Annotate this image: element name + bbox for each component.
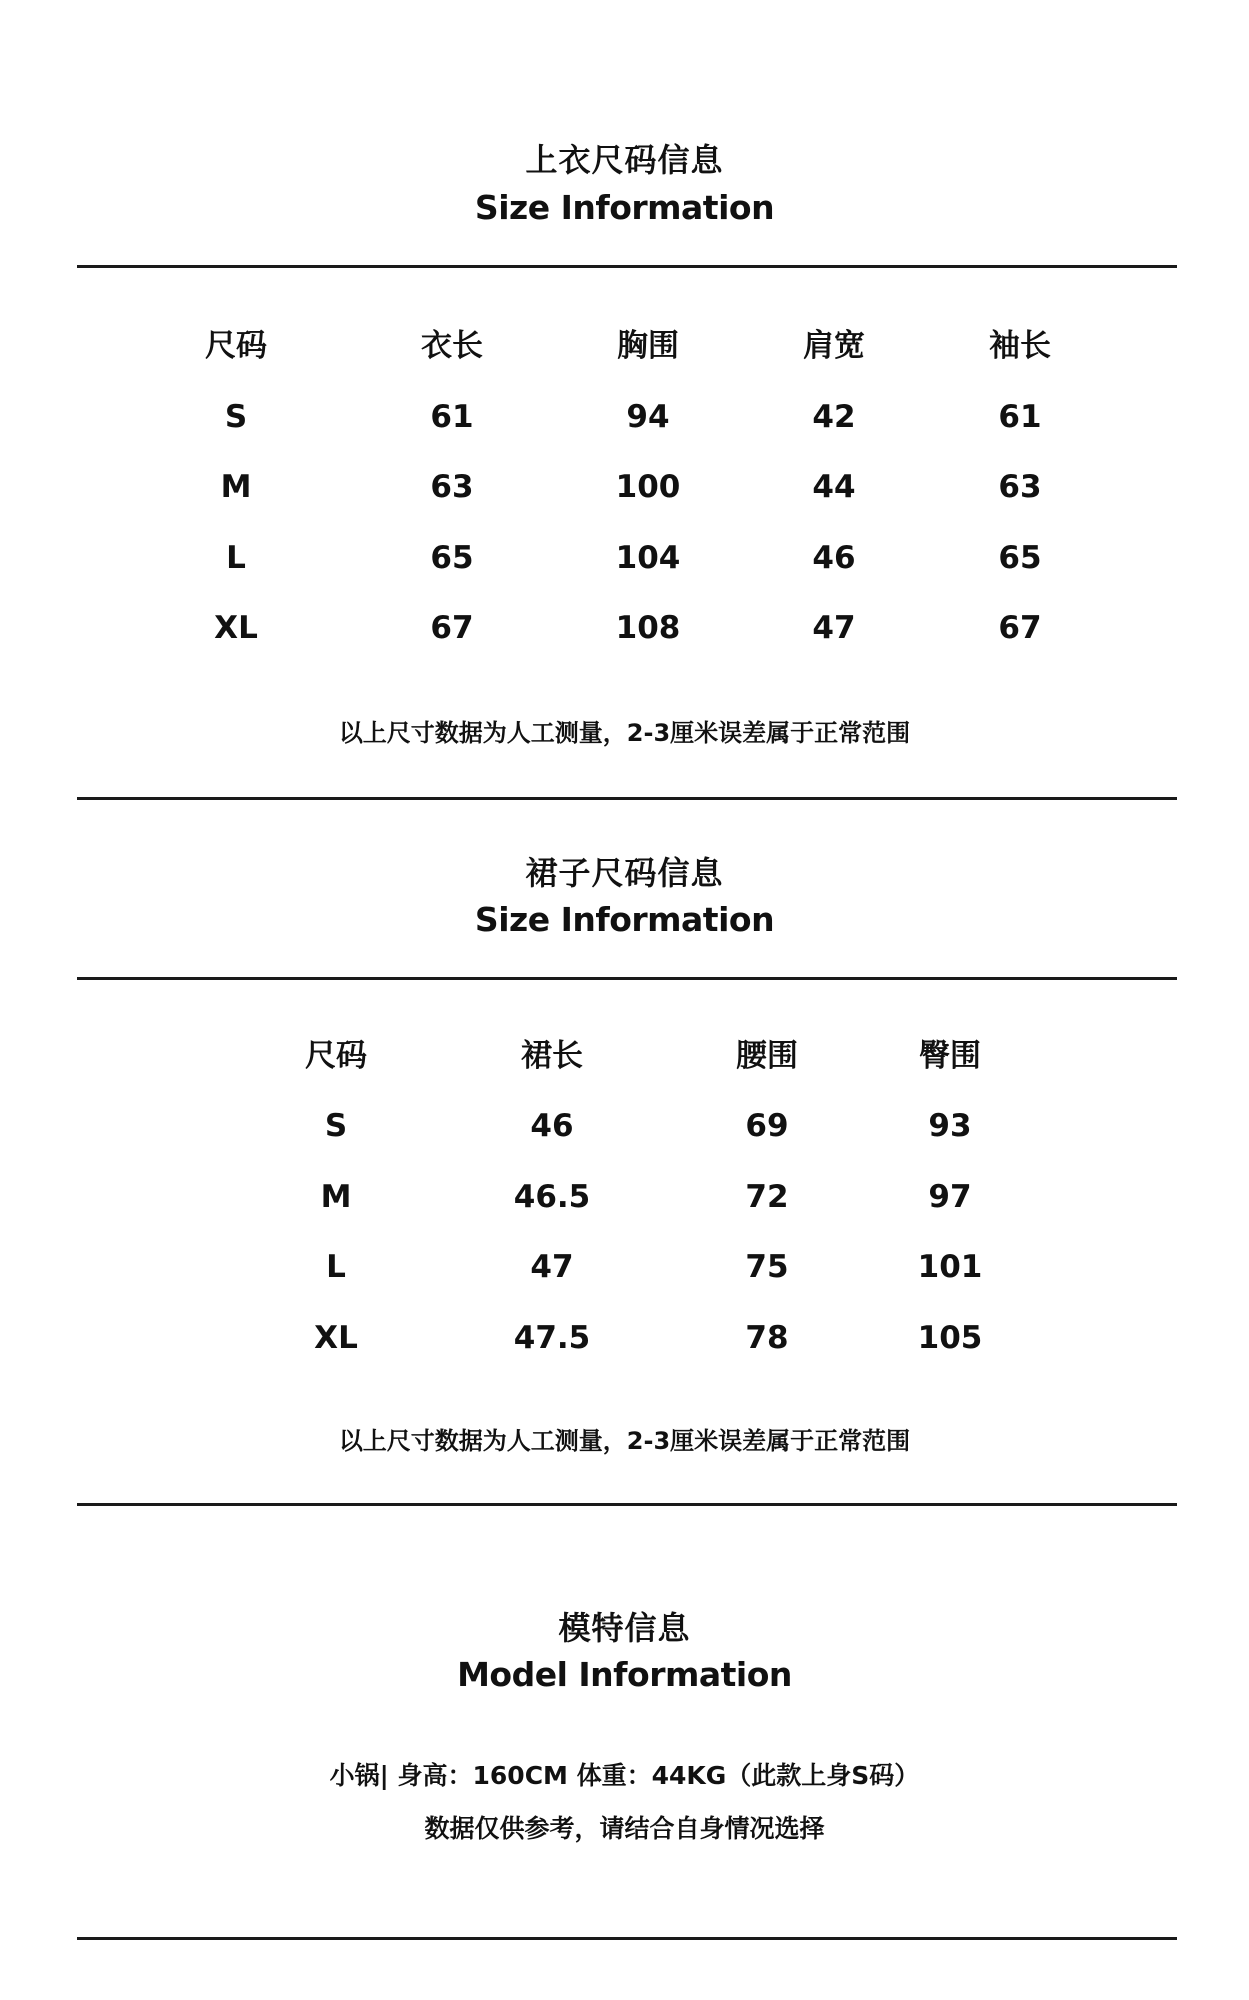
skirt-header-cell: 腰围 [736, 1038, 798, 1074]
top-table-cell: XL [214, 610, 258, 646]
skirt-table-cell: 101 [917, 1249, 983, 1285]
top-table-cell: M [220, 469, 252, 505]
top-header-cell: 衣长 [421, 328, 483, 364]
skirt-measurement-note: 以上尺寸数据为人工测量，2-3厘米误差属于正常范围 [338, 1427, 911, 1455]
top-table-cell: 100 [615, 469, 681, 505]
top-header-cell: 尺码 [205, 328, 267, 364]
skirt-table-cell: M [320, 1179, 352, 1215]
top-measurement-note: 以上尺寸数据为人工测量，2-3厘米误差属于正常范围 [338, 719, 911, 747]
model-disclaimer: 数据仅供参考，请结合自身情况选择 [424, 1814, 825, 1843]
top-table-cell: 63 [430, 469, 474, 505]
skirt-header-cell: 尺码 [305, 1038, 367, 1074]
model-title-en: Model Information [457, 1655, 792, 1694]
top-title-en: Size Information [474, 188, 775, 227]
skirt-title-cn: 裙子尺码信息 [525, 854, 724, 892]
skirt-header-cell: 臀围 [919, 1038, 981, 1074]
skirt-table-cell: 47.5 [513, 1320, 591, 1356]
top-table-cell: 65 [430, 540, 474, 576]
skirt-table-cell: 78 [745, 1320, 789, 1356]
top-header-cell: 袖长 [989, 328, 1051, 364]
top-header-cell: 胸围 [617, 328, 679, 364]
skirt-table-cell: 69 [745, 1108, 789, 1144]
top-table-cell: 42 [812, 399, 856, 435]
top-table-cell: 61 [430, 399, 474, 435]
top-table-cell: 108 [615, 610, 681, 646]
skirt-table-cell: S [324, 1108, 348, 1144]
skirt-table-cell: 75 [745, 1249, 789, 1285]
skirt-header-cell: 裙长 [521, 1038, 583, 1074]
top-table-cell: 94 [626, 399, 670, 435]
skirt-table-cell: 97 [928, 1179, 972, 1215]
top-table-cell: 61 [998, 399, 1042, 435]
model-stats: 小锅| 身高：160CM 体重：44KG（此款上身S码） [329, 1761, 920, 1790]
divider-model [77, 1937, 1177, 1940]
model-title-cn: 模特信息 [558, 1609, 691, 1647]
skirt-table-cell: L [326, 1249, 346, 1285]
skirt-table-cell: 47 [530, 1249, 574, 1285]
skirt-table-cell: XL [314, 1320, 358, 1356]
top-title-cn: 上衣尺码信息 [525, 141, 724, 179]
top-table-cell: L [226, 540, 246, 576]
top-table-cell: 46 [812, 540, 856, 576]
skirt-table-cell: 105 [917, 1320, 983, 1356]
skirt-table-cell: 93 [928, 1108, 972, 1144]
top-table-cell: 47 [812, 610, 856, 646]
top-table-cell: 63 [998, 469, 1042, 505]
top-header-cell: 肩宽 [803, 328, 865, 364]
skirt-table-cell: 72 [745, 1179, 789, 1215]
top-table-cell: 67 [430, 610, 474, 646]
skirt-table-cell: 46.5 [513, 1179, 591, 1215]
top-table-cell: 104 [615, 540, 681, 576]
top-table-cell: 65 [998, 540, 1042, 576]
divider-skirt-1 [77, 977, 1177, 980]
top-table-cell: 67 [998, 610, 1042, 646]
top-table-cell: S [224, 399, 248, 435]
skirt-title-en: Size Information [474, 900, 775, 939]
divider-top-1 [77, 265, 1177, 268]
top-table-cell: 44 [812, 469, 856, 505]
divider-skirt-2 [77, 1503, 1177, 1506]
skirt-table-cell: 46 [530, 1108, 574, 1144]
divider-top-2 [77, 797, 1177, 800]
